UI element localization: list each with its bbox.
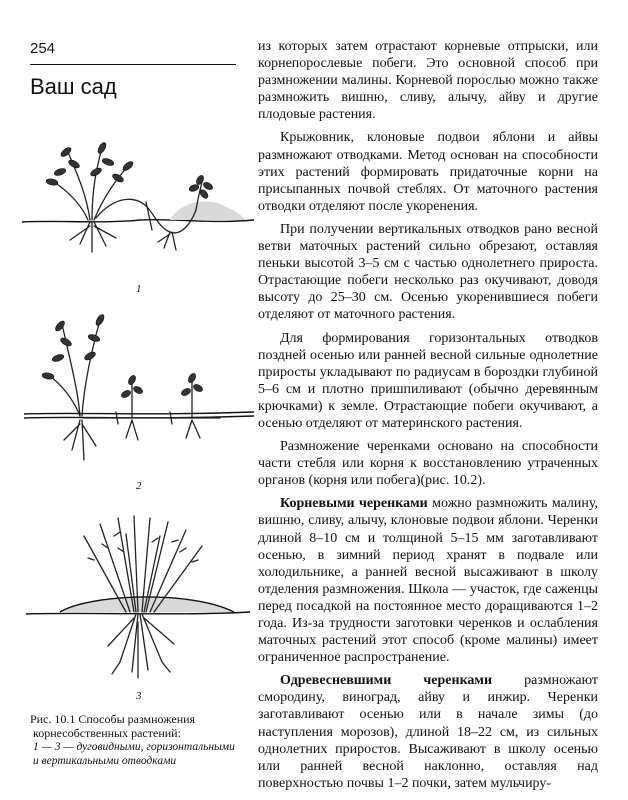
woody-cuttings-term: Одревесневшими черенками: [280, 673, 493, 689]
paragraph-7-text: размножают смородину, виноград, айву и инжир. Черенки заготавливают осенью или в начале зимы (до наступления морозов), длиной 18–22 см, из сильных однолетних приростов. Высаживают в школу осенью или ранней весной наклонно, оставляя над поверхностью почвы 1–2 почки, затем мульчиру-: [258, 673, 598, 791]
caption-title: Рис. 10.1 Способы размножения: [30, 712, 196, 726]
figure-caption: [30, 712, 240, 768]
paragraph-6-text: можно размножить малину, вишню, сливу, алычу, клоновые подвои яблони. Черенки длиной 8–10 см и толщиной 5–15 мм заготавливают осенью, в зимний период хранят в подвале или холодильнике, а ранней весной высаживают в школу отделения размножения. Школа — участок, где саженцы перед посадкой на постоянное место доращиваются 1–2 года. Из-за трудности заготовки черенков и ослабления маточных растений этот способ (кроме малины) имеет ограниченное распространение.: [258, 496, 598, 666]
header-rule: [30, 64, 236, 65]
figure-vertical-layering: [20, 512, 256, 680]
paragraph-4: Для формирования горизонтальных отводков поздней осенью или ранней весной сильные однолетние приросты укладывают по радиусам в бороздки глубиной 5–6 см и плотно пришпиливают (обычно деревянным крючками) к земле. Отрастающие побеги окучивают, а осенью отделяют от материнского растения.: [258, 330, 598, 431]
arched-layering-illustration: [20, 132, 256, 282]
horizontal-layering-illustration: [20, 300, 256, 480]
figure-arched-layering: [20, 132, 256, 282]
page-number: 254: [30, 40, 56, 57]
paragraph-6: [258, 495, 598, 666]
section-title: Ваш сад: [30, 74, 117, 99]
paragraph-1: из которых затем отрастают корневые отпрыски, или корнепорослевые побеги. Это основной способ при размножении малины. Корневой порослью можно также размножить вишню, сливу, алычу, айву и другие плодовые растения.: [258, 39, 598, 123]
main-text-column: [258, 38, 598, 798]
paragraph-2: Крыжовник, клоновые подвои яблони и айвы размножают отводками. Метод основан на способности этих растений формировать придаточные корни на присыпанных почвой стеблях. От маточного растения отводки отделяют после укоренения.: [258, 130, 598, 214]
caption-body: 1 — 3 — дуговидными, горизонтальными и вертикальными отводками: [33, 741, 235, 767]
figure-3-label: 3: [136, 690, 142, 702]
figure-horizontal-layering: [20, 300, 256, 480]
caption-subtitle: корнесобственных растений:: [33, 726, 181, 740]
paragraph-7: [258, 672, 598, 792]
paragraph-5: Размножение черенками основано на способности части стебля или корня к восстановлению утраченных органов (корня или побега)(рис. 10.2).: [258, 439, 598, 489]
paragraph-3: При получении вертикальных отводков рано весной ветви маточных растений сильно обрезают, оставляя пеньки высотой 3–5 см с частью однолетнего прироста. Отрастающие побеги несколько раз окучивают, доводя высоту до 25–30 см. Осенью укоренившиеся побеги отделяют от маточного растения.: [258, 221, 598, 323]
root-cuttings-term: Корневыми черенками: [280, 496, 428, 512]
vertical-layering-illustration: [20, 512, 256, 680]
figure-1-label: 1: [136, 283, 142, 295]
figure-2-label: 2: [136, 480, 142, 492]
